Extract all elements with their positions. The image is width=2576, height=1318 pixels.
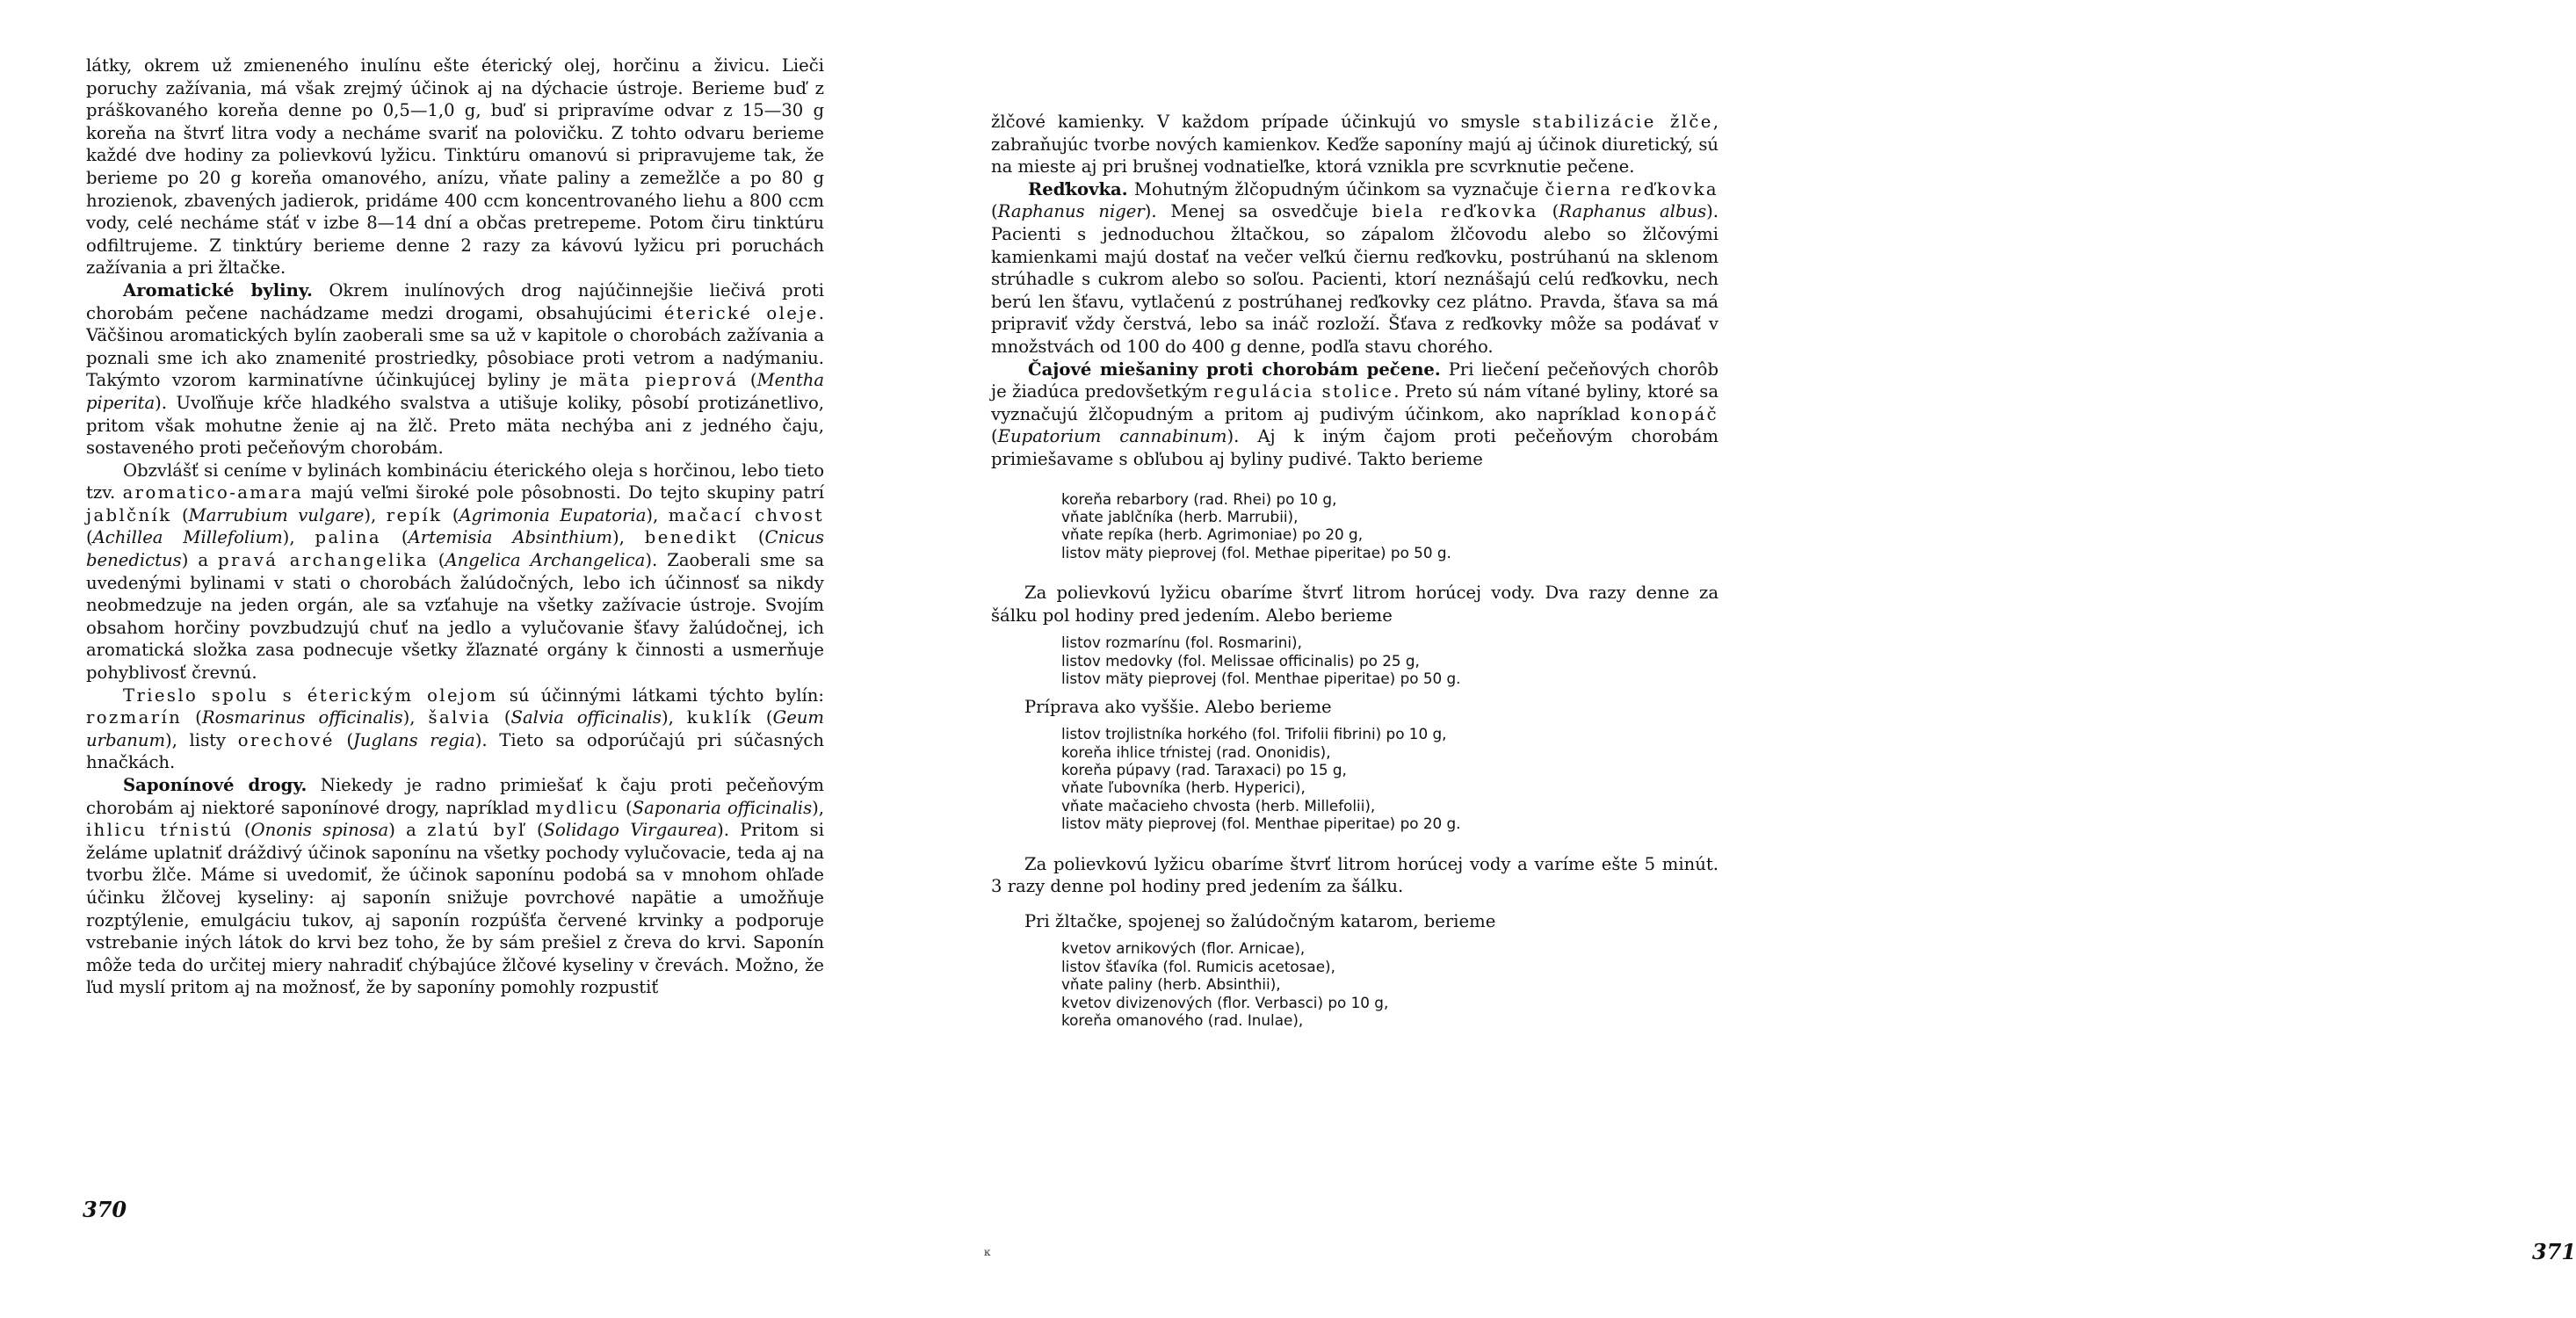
text-run: (: [737, 527, 765, 548]
latin-name: Solidago Virgaurea: [543, 820, 718, 841]
page-number: 370: [83, 1197, 127, 1222]
text-run: (: [86, 527, 93, 548]
latin-name: Artemisia Absinthium: [408, 527, 612, 548]
text-run: (: [752, 707, 773, 728]
text-run: ),: [646, 504, 669, 525]
spaced-term: stabilizácie žlče: [1532, 112, 1713, 132]
spaced-term: konopáč: [1630, 403, 1719, 424]
spaced-term: benedikt: [644, 527, 738, 548]
text-run: (: [380, 527, 409, 548]
spaced-term: éterické oleje: [663, 302, 819, 323]
text-run: Niekedy je radno primiešať k čaju proti pečeňovým chorobám aj niektoré saponínové drogy, napríklad: [86, 775, 824, 818]
latin-name: Marrubium vulgare: [188, 504, 365, 525]
recipe-list: [1061, 634, 1719, 687]
text-run: (: [991, 201, 998, 222]
latin-name: Ononis spinosa: [250, 820, 389, 841]
text-run: majú veľmi široké pole pôsobnosti. Do tejto skupiny patrí: [303, 482, 824, 503]
spaced-term: mačací chvost: [668, 504, 824, 525]
spaced-term: kuklík: [686, 707, 753, 728]
text-run: Okrem inulínových drog najúčinnejšie liečivá proti chorobám pečene nachádzame medzi drogami, obsahujúcimi: [86, 279, 824, 323]
recipe-list: [1061, 939, 1719, 1029]
spaced-term: šalvia: [428, 707, 491, 728]
text-run: žlčové kamienky. V každom prípade účinkujú vo smysle: [991, 112, 1533, 132]
spaced-term: Trieslo spolu s éterickým olejom: [123, 684, 498, 706]
spaced-term: orechové: [237, 729, 335, 750]
recipe-line: vňate repíka (herb. Agrimoniae) po 20 g,: [1061, 525, 1364, 544]
text-run: (: [525, 820, 544, 841]
recipe-line: koreňa omanového (rad. Inulae),: [1061, 1010, 1304, 1029]
recipe-line: vňate mačacieho chvosta (herb. Millefolii),: [1061, 796, 1376, 815]
text-run: . Preto sú nám vítané byliny, ktoré sa vyznačujú žlčopudným a pritom aj pudivým účinkom, ako napríklad: [991, 381, 1719, 424]
recipe-line: listov mäty pieprovej (fol. Menthae piperitae) po 50 g.: [1061, 670, 1461, 688]
recipe-line: listov trojlistníka horkého (fol. Trifolii fibrini) po 10 g,: [1061, 725, 1447, 743]
text-run: ). Pacienti s jednoduchou žltačkou, so zápalom žlčovodu alebo so žlčovými kamienkami majú dostať na večer veľkú čiernu reďkovku, postrúhanú na sklenom strúhadle s cukrom alebo so soľou. Pacienti, ktorí neznášajú celú reďkovku, nech berú len šťavu, vytlačenú z postrúhanej reďkovky cez plátno. Pravda, šťava sa má pripraviť vždy čerstvá, lebo sa ináč rozloží. Šťava z reďkovky môže sa podávať v množstvách od 100 do 400 g denne, podľa stavu chorého.: [991, 201, 1719, 357]
text-run: ),: [611, 527, 645, 548]
right-text-column: [991, 111, 1719, 1037]
recipe-line: koreňa rebarbory (rad. Rhei) po 10 g,: [1061, 489, 1337, 508]
latin-name: Eupatorium cannabinum: [997, 426, 1227, 447]
text-run: (: [171, 504, 189, 525]
recipe-line: koreňa púpavy (rad. Taraxaci) po 15 g,: [1061, 760, 1347, 778]
latin-name: Achillea Millefolium: [92, 527, 283, 548]
spaced-term: čierna reďkovka: [1545, 178, 1719, 199]
spaced-term: ihlicu tŕnistú: [86, 820, 234, 841]
latin-name: Raphanus albus: [1559, 201, 1707, 222]
paragraph: [86, 460, 824, 684]
text-run: ). Menej sa osvedčuje: [1144, 201, 1372, 222]
latin-name: Saponaria officinalis: [632, 797, 813, 818]
recipe-line: listov medovky (fol. Melissae officinalis) po 25 g,: [1061, 651, 1420, 670]
paragraph: Príprava ako vyššie. Alebo berieme: [1024, 696, 1332, 717]
recipe-line: listov mäty pieprovej (fol. Menthae piperitae) po 20 g.: [1061, 815, 1461, 833]
paragraph: [991, 178, 1719, 358]
text-run: ). Aj k iným čajom proti pečeňovým chorobám primiešavame s obľubou aj byliny pudivé. Takto berieme: [991, 426, 1719, 469]
spaced-term: aromatico-amara: [122, 482, 304, 503]
text-run: ). Pritom si želáme uplatniť dráždivý účinok saponínu na všetky pochody vylučovacie, teda aj na tvorbu žlče. Máme si uvedomiť, že účinok saponínu podobá sa v mnohom ohľade účinku žlčovej kyseliny: aj saponín snižuje povrchové napätie a umožňuje rozptýlenie, emulgáciu tukov, aj saponín rozpúšťa červené krvinky a podporuje vstrebanie iných látok do krvi bez toho, že by sám prešiel z čreva do krvi. Saponín môže teda do určitej miery nahradiť chýbajúce žlčové kyseliny v črevách. Možno, že ľud myslí pritom aj na možnosť, že by saponíny pomohly rozpustiť: [86, 820, 824, 998]
text-run: (: [490, 707, 511, 728]
spaced-term: pravá archangelika: [218, 550, 429, 571]
paragraph: [991, 111, 1719, 178]
stray-mark: ĸ: [984, 1246, 991, 1258]
spaced-term: repík: [386, 504, 443, 525]
text-run: ),: [661, 707, 687, 728]
text-run: sú účinnými látkami týchto bylín:: [497, 684, 824, 706]
text-run: (: [1538, 201, 1559, 222]
recipe-line: listov šťavíka (fol. Rumicis acetosae),: [1061, 957, 1335, 975]
recipe-line: kvetov arnikových (flor. Arnicae),: [1061, 939, 1306, 958]
recipe-line: koreňa ihlice tŕnistej (rad. Ononidis),: [1061, 742, 1331, 761]
spaced-term: regulácia stolice: [1213, 381, 1394, 402]
section-heading: Saponínové drogy.: [123, 775, 308, 795]
text-run: ),: [364, 504, 387, 525]
text-run: Obzvlášť si ceníme v bylinách kombináciu éterického oleja s horčinou, lebo tieto tzv.: [86, 460, 824, 503]
recipe-list: [1061, 490, 1719, 562]
paragraph: Pri žltačke, spojenej so žalúdočným katarom, berieme: [1024, 910, 1496, 931]
spaced-term: mäta pieprová: [579, 370, 739, 391]
left-page: [0, 0, 886, 1318]
spaced-term: biela reďkovka: [1371, 201, 1538, 222]
text-run: (: [233, 820, 251, 841]
right-page: [886, 0, 2576, 1318]
latin-name: Rosmarinus officinalis: [201, 707, 403, 728]
text-run: Mohutným žlčopudným účinkom sa vyznačuje: [1127, 178, 1545, 199]
text-run: ),: [282, 527, 315, 548]
section-heading: Aromatické byliny.: [123, 279, 313, 301]
paragraph: [86, 279, 824, 460]
left-text-column: [86, 54, 824, 999]
text-run: (: [334, 729, 354, 750]
recipe-line: vňate ľubovníka (herb. Hyperici),: [1061, 778, 1306, 797]
recipe-line: listov rozmarínu (fol. Rosmarini),: [1061, 634, 1302, 652]
text-run: ) a: [388, 820, 428, 841]
text-run: (: [619, 797, 633, 818]
spaced-term: mydlicu: [535, 797, 619, 818]
latin-name: Mentha piperita: [86, 370, 825, 413]
paragraph: [991, 358, 1719, 471]
latin-name: Cnicus benedictus: [86, 527, 824, 571]
text-run: ), listy: [165, 729, 238, 750]
text-run: (: [738, 370, 757, 391]
recipe-line: kvetov divizenových (flor. Verbasci) po 10 g,: [1061, 993, 1389, 1011]
text-run: ). Tieto sa odporúčajú pri súčasných hnačkách.: [86, 729, 824, 773]
section-heading: Reďkovka.: [1028, 178, 1128, 199]
latin-name: Agrimonia Eupatoria: [459, 504, 647, 525]
text-run: (: [428, 550, 445, 571]
text-run: ) a: [181, 550, 219, 571]
text-run: ). Uvoľňuje kŕče hladkého svalstva a utišuje koliky, pôsobí protizánetlivo, pritom však mohutne ženie aj na žlč. Preto mäta nechýba ani z jedného čaju, sostaveného proti pečeňovým chorobám.: [86, 392, 824, 459]
spaced-term: palina: [315, 527, 381, 548]
recipe-line: vňate jablčníka (herb. Marrubii),: [1061, 507, 1299, 525]
latin-name: Geum urbanum: [86, 707, 825, 750]
spaced-term: jablčník: [86, 504, 172, 525]
text-run: (: [442, 504, 459, 525]
section-heading: Čajové miešaniny proti chorobám pečene.: [1028, 358, 1441, 380]
text-run: (: [182, 707, 202, 728]
paragraph: látky, okrem už zmieneného inulínu ešte éterický olej, horčinu a živicu. Lieči poruchy zažívania, má však zrejmý účinok aj na dýchacie ústroje. Berieme buď z práškovaného koreňa denne po 0,5—1,0 g, buď si pripravíme odvar z 15—30 g koreňa na štvrť litra vody a necháme svariť na polovičku. Z tohto odvaru berieme každé dve hodiny za polievkovú lyžicu. Tinktúru omanovú si pripravujeme tak, že berieme po 20 g koreňa omanového, anízu, vňate paliny a zemežlče a po 80 g hrozienok, zbavených jadierok, pridáme 400 ccm koncentrovaného liehu a 800 ccm vody, celé necháme stáť v izbe 8—14 dní a občas pretrepeme. Potom čiru tinktúru odfiltrujeme. Z tinktúry berieme denne 2 razy za kávovú lyžicu pri poruchách zažívania a pri žltačke.: [86, 55, 824, 279]
text-run: ). Zaoberali sme sa uvedenými bylinami v stati o chorobách žalúdočných, lebo ich účinnosť sa nikdy neobmedzuje na jeden orgán, ale sa vzťahuje na všetky zažívacie ústroje. Svojím obsahom horčiny povzbudzujú chuť na jedlo a vylučovanie šťavy žalúdočnej, ich aromatická složka zasa podnecuje všetky žľaznaté orgány k činnosti a usmerňuje pohyblivosť črevnú.: [86, 550, 825, 684]
text-run: , zabraňujúc tvorbe nových kamienkov. Keďže saponíny majú aj účinok diuretický, sú na mieste aj pri brušnej vodnatieľke, ktorá vznikla pre scvrknutie pečene.: [991, 112, 1719, 177]
text-run: . Väčšinou aromatických bylín zaoberali sme sa už v kapitole o chorobách zažívania a poznali sme ich ako znamenité prostriedky, pôsobiace proti vetrom a nadýmaniu. Takýmto vzorom karminatívne účinkujúcej byliny je: [86, 302, 824, 391]
latin-name: Angelica Archangelica: [445, 550, 646, 571]
latin-name: Juglans regia: [353, 729, 475, 750]
page-number: 371: [2532, 1239, 2576, 1264]
recipe-line: vňate paliny (herb. Absinthii),: [1061, 975, 1281, 994]
spaced-term: rozmarín: [86, 707, 183, 728]
recipe-list: [1061, 725, 1719, 832]
paragraph: Za polievkovú lyžicu obaríme štvrť litrom horúcej vody a varíme ešte 5 minút. 3 razy denne pol hodiny pred jedením za šálku.: [991, 853, 1719, 897]
recipe-line: listov mäty pieprovej (fol. Methae piperitae) po 50 g.: [1061, 543, 1451, 561]
paragraph: Za polievkovú lyžicu obaríme štvrť litrom horúcej vody. Dva razy denne za šálku pol hodiny pred jedením. Alebo berieme: [991, 583, 1719, 626]
latin-name: Raphanus niger: [997, 201, 1145, 222]
text-run: (: [991, 426, 998, 447]
text-run: ),: [812, 797, 824, 818]
latin-name: Salvia officinalis: [510, 707, 662, 728]
paragraph: [86, 684, 824, 774]
spaced-term: zlatú byľ: [427, 820, 526, 841]
paragraph: [86, 774, 824, 999]
text-run: ),: [402, 707, 429, 728]
text-run: Pri liečení pečeňových chorôb je žiadúca predovšetkým: [991, 358, 1719, 402]
